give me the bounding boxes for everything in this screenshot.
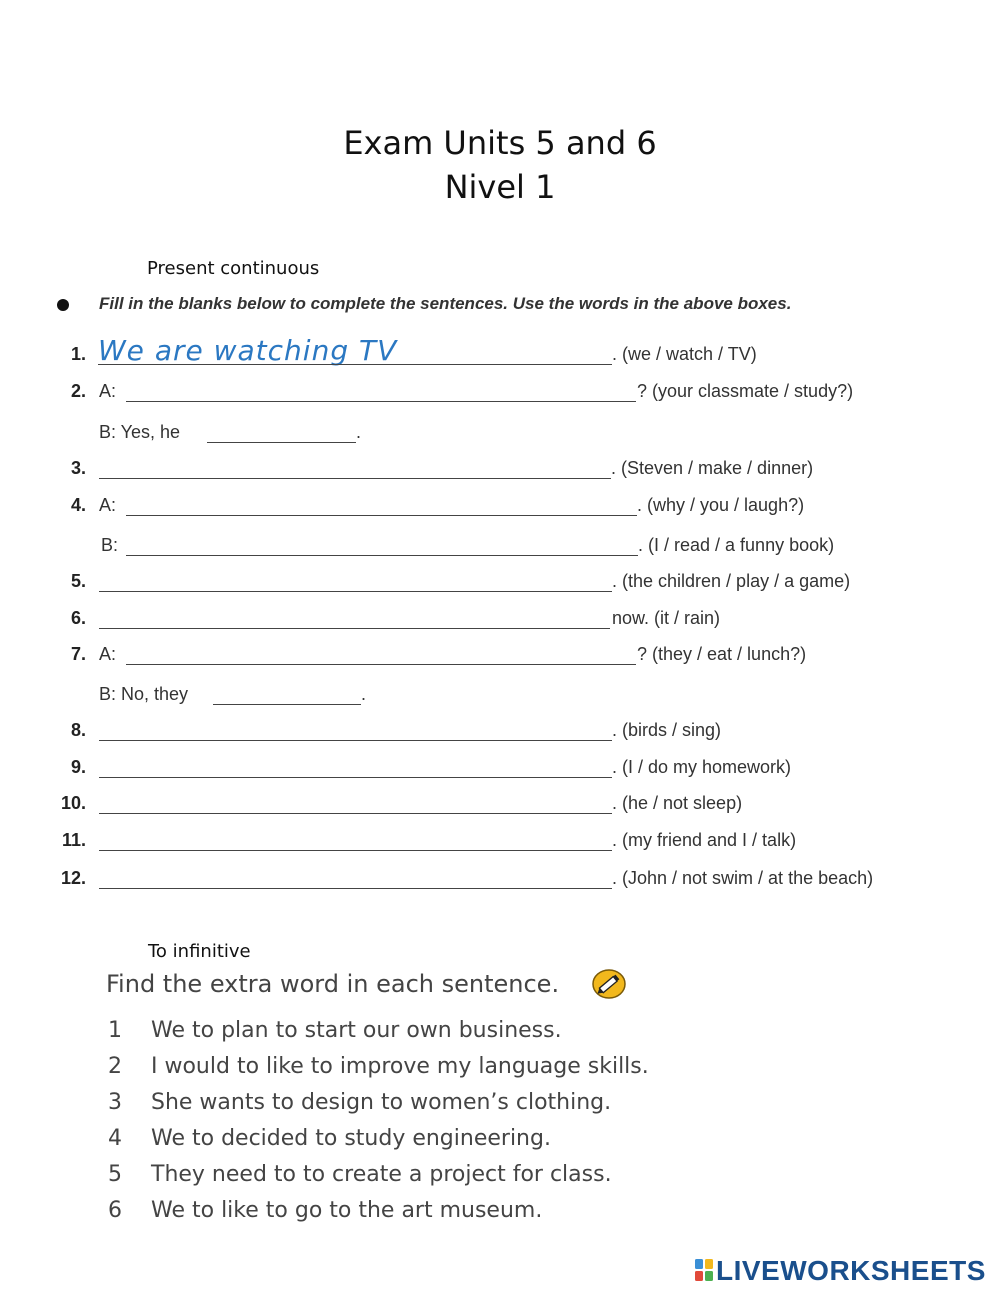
exercise-row — [0, 535, 1000, 565]
item-number: 4 — [108, 1126, 122, 1151]
answer-field[interactable] — [99, 628, 610, 629]
item-number: 5. — [70, 571, 86, 591]
exercise-row — [0, 830, 1000, 860]
exercise-row — [0, 793, 1000, 823]
section-label-to-infinitive: To infinitive — [148, 941, 251, 962]
section-label-present-continuous: Present continuous — [147, 258, 320, 279]
list-item — [0, 1198, 1000, 1230]
item-number: 1. — [70, 344, 86, 364]
sentence-text[interactable]: I would to like to improve my language skills. — [151, 1054, 649, 1079]
list-item — [0, 1126, 1000, 1158]
hint-text: . (the children / play / a game) — [612, 571, 851, 591]
answer-field[interactable]: We are watching TV — [98, 334, 398, 367]
item-number: 6 — [108, 1198, 122, 1223]
sentence-text[interactable]: They need to to create a project for class. — [151, 1162, 612, 1187]
bullet-icon — [57, 299, 69, 311]
exercise-row — [0, 684, 1000, 714]
list-item — [0, 1018, 1000, 1050]
exercise-row — [0, 571, 1000, 601]
item-number: 6. — [70, 608, 86, 628]
blank-line — [98, 364, 612, 365]
item-number: 2. — [70, 381, 86, 401]
exercise-row — [0, 495, 1000, 525]
exercise-row — [0, 757, 1000, 787]
exercise-row — [0, 422, 1000, 452]
item-number: 8. — [70, 720, 86, 740]
exercise-row — [0, 334, 1000, 374]
item-number: 10. — [60, 793, 86, 813]
hint-text: ? (they / eat / lunch?) — [637, 644, 807, 664]
exercise-row — [0, 644, 1000, 674]
answer-field[interactable] — [99, 740, 612, 741]
hint-text: . — [356, 422, 362, 442]
item-number: 5 — [108, 1162, 122, 1187]
list-item — [0, 1090, 1000, 1122]
item-number: 1 — [108, 1018, 122, 1043]
page-subtitle: Nivel 1 — [444, 168, 556, 206]
item-number: 9. — [70, 757, 86, 777]
hint-text: . (I / do my homework) — [612, 757, 792, 777]
list-item — [0, 1054, 1000, 1086]
answer-field[interactable] — [99, 888, 612, 889]
answer-field[interactable] — [99, 850, 612, 851]
speaker-prefix: B: — [101, 535, 119, 555]
exercise-row — [0, 720, 1000, 750]
infinitive-instruction: Find the extra word in each sentence. — [106, 970, 560, 998]
speaker-prefix: B: Yes, he — [99, 422, 181, 442]
item-number: 2 — [108, 1054, 122, 1079]
logo-text: LIVEWORKSHEETS — [716, 1255, 986, 1286]
answer-field[interactable] — [213, 704, 361, 705]
item-number: 12. — [60, 868, 86, 888]
item-number: 11. — [61, 830, 86, 850]
hint-text: . — [361, 684, 367, 704]
answer-field[interactable] — [126, 515, 637, 516]
speaker-prefix: A: — [99, 381, 117, 401]
list-item — [0, 1162, 1000, 1194]
logo-mark-icon — [694, 1258, 714, 1282]
item-number: 4. — [70, 495, 86, 515]
pencil-icon — [592, 969, 626, 999]
hint-text: . (we / watch / TV) — [612, 344, 757, 364]
sentence-text[interactable]: We to decided to study engineering. — [151, 1126, 551, 1151]
sentence-text[interactable]: We to plan to start our own business. — [151, 1018, 562, 1043]
item-number: 3. — [70, 458, 86, 478]
hint-text: ? (your classmate / study?) — [637, 381, 854, 401]
answer-field[interactable] — [126, 401, 636, 402]
hint-text: now. (it / rain) — [612, 608, 721, 628]
exercise-row — [0, 608, 1000, 638]
item-number: 7. — [70, 644, 86, 664]
answer-field[interactable] — [126, 664, 636, 665]
hint-text: . (John / not swim / at the beach) — [612, 868, 874, 888]
hint-text: . (he / not sleep) — [612, 793, 743, 813]
hint-text: . (birds / sing) — [612, 720, 722, 740]
hint-text: . (my friend and I / talk) — [612, 830, 797, 850]
answer-field[interactable] — [99, 591, 612, 592]
exercise-row — [0, 868, 1000, 898]
answer-field[interactable] — [99, 813, 612, 814]
speaker-prefix: A: — [99, 495, 117, 515]
page-title: Exam Units 5 and 6 — [343, 124, 657, 162]
answer-field[interactable] — [207, 442, 356, 443]
hint-text: . (Steven / make / dinner) — [611, 458, 814, 478]
answer-field[interactable] — [126, 555, 638, 556]
answer-field[interactable] — [99, 777, 612, 778]
item-number: 3 — [108, 1090, 122, 1115]
exercise-row — [0, 381, 1000, 411]
sentence-text[interactable]: She wants to design to women’s clothing. — [151, 1090, 612, 1115]
exercise-row — [0, 458, 1000, 488]
hint-text: . (I / read / a funny book) — [638, 535, 835, 555]
hint-text: . (why / you / laugh?) — [637, 495, 805, 515]
speaker-prefix: A: — [99, 644, 117, 664]
speaker-prefix: B: No, they — [99, 684, 189, 704]
instruction-text: Fill in the blanks below to complete the sentences. Use the words in the above boxes. — [99, 294, 792, 313]
sentence-text[interactable]: We to like to go to the art museum. — [151, 1198, 543, 1223]
answer-field[interactable] — [99, 478, 611, 479]
